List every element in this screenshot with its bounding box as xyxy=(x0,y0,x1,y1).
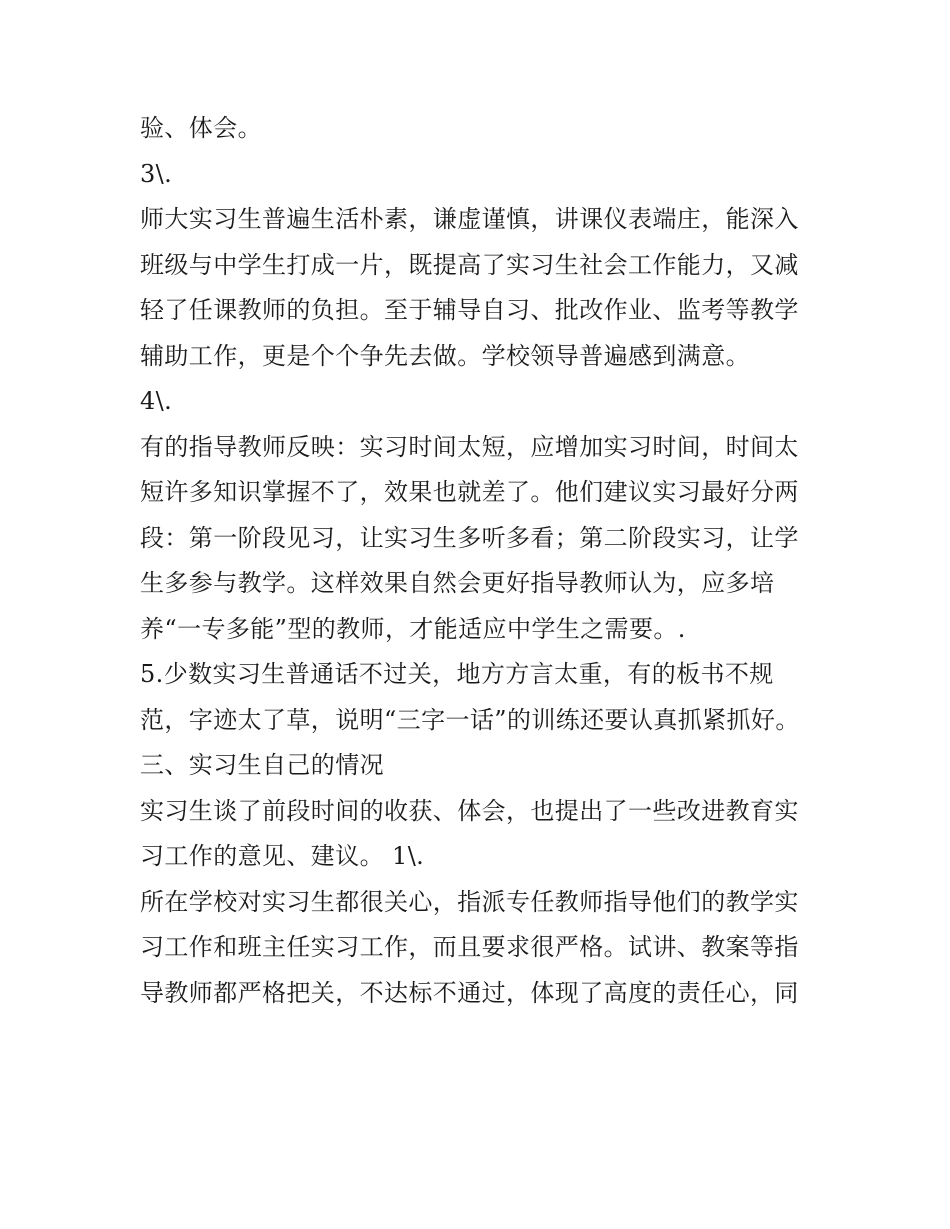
text-line: 生多参与教学。这样效果自然会更好指导教师认为，应多培 xyxy=(140,569,775,597)
text-line: 有的指导教师反映：实习时间太短，应增加实习时间，时间太 xyxy=(140,432,799,461)
text-line: 范，字迹太了草，说明“三字一话”的训练还要认真抓紧抓好。 xyxy=(140,705,800,734)
text-line: 验、体会。 xyxy=(140,114,262,142)
text-line: 习工作的意见、建议。 1\. xyxy=(140,842,425,870)
section-heading: 三、实习生自己的情况 xyxy=(140,751,384,779)
text-line: 5.少数实习生普通话不过关，地方方言太重，有的板书不规 xyxy=(140,660,774,688)
text-line: 导教师都严格把关，不达标不通过，体现了高度的责任心，同 xyxy=(140,978,799,1007)
text-line: 短许多知识掌握不了，效果也就差了。他们建议实习最好分两 xyxy=(140,478,799,506)
document-body xyxy=(140,106,820,1016)
text-line: 习工作和班主任实习工作，而且要求很严格。试讲、教案等指 xyxy=(140,933,799,961)
text-line: 养“一专多能”型的教师，才能适应中学生之需要。. xyxy=(140,614,686,643)
text-line: 师大实习生普遍生活朴素，谦虚谨慎，讲课仪表端庄，能深入 xyxy=(140,205,799,233)
section-number: 4\. xyxy=(140,387,173,415)
text-line: 轻了任课教师的负担。至于辅导自习、批改作业、监考等教学 xyxy=(140,296,799,324)
text-line: 辅助工作，更是个个争先去做。学校领导普遍感到满意。 xyxy=(140,341,750,370)
text-line: 实习生谈了前段时间的收获、体会，也提出了一些改进教育实 xyxy=(140,796,799,825)
text-line: 所在学校对实习生都很关心，指派专任教师指导他们的教学实 xyxy=(140,887,799,916)
text-line: 班级与中学生打成一片，既提高了实习生社会工作能力，又减 xyxy=(140,250,799,279)
section-number: 3\. xyxy=(140,159,173,188)
text-line: 段：第一阶段见习，让实习生多听多看；第二阶段实习，让学 xyxy=(140,523,799,552)
